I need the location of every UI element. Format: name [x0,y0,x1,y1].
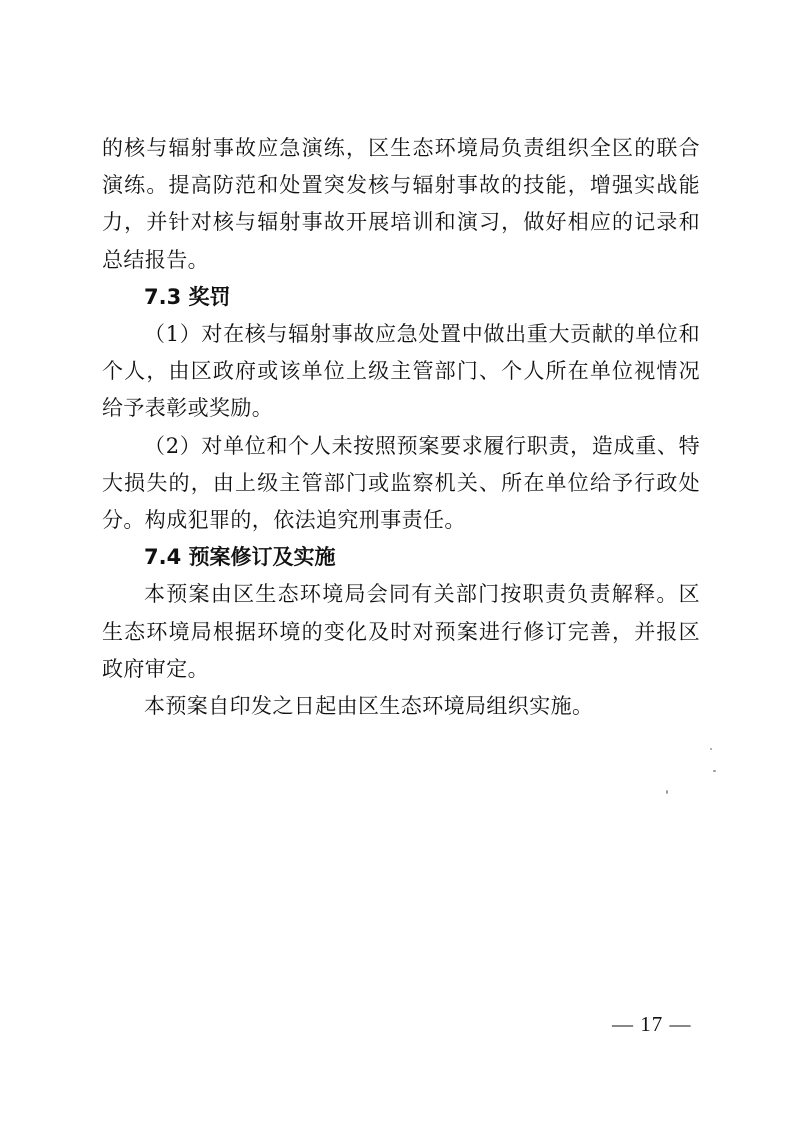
page-number: — 17 — [612,1012,692,1036]
scan-speck [710,748,712,750]
scan-speck [713,770,716,772]
section-heading-7-3: 7.3 奖罚 [144,284,231,309]
paragraph-continuation: 的核与辐射事故应急演练，区生态环境局负责组织全区的联合演练。提高防范和处置突发核与辐射事故的技能，增强实战能力，并针对核与辐射事故开展培训和演习，做好相应的记录和总结报告。 [102,136,700,272]
scan-speck [666,790,668,794]
paragraph-implementation: 本预案自印发之日起由区生态环境局组织实施。 [144,694,594,719]
paragraph-revision: 本预案由区生态环境局会同有关部门按职责负责解释。区生态环境局根据环境的变化及时对预案进行修订完善，并报区政府审定。 [102,582,700,681]
body-text [102,130,700,725]
paragraph-reward: （1）对在核与辐射事故应急处置中做出重大贡献的单位和个人，由区政府或该单位上级主管部门、个人所在单位视情况给予表彰或奖励。 [102,322,700,421]
section-heading-7-4: 7.4 预案修订及实施 [144,545,336,570]
paragraph-penalty: （2）对单位和个人未按照预案要求履行职责，造成重、特大损失的，由上级主管部门或监察机关、所在单位给予行政处分。构成犯罪的，依法追究刑事责任。 [102,433,700,533]
